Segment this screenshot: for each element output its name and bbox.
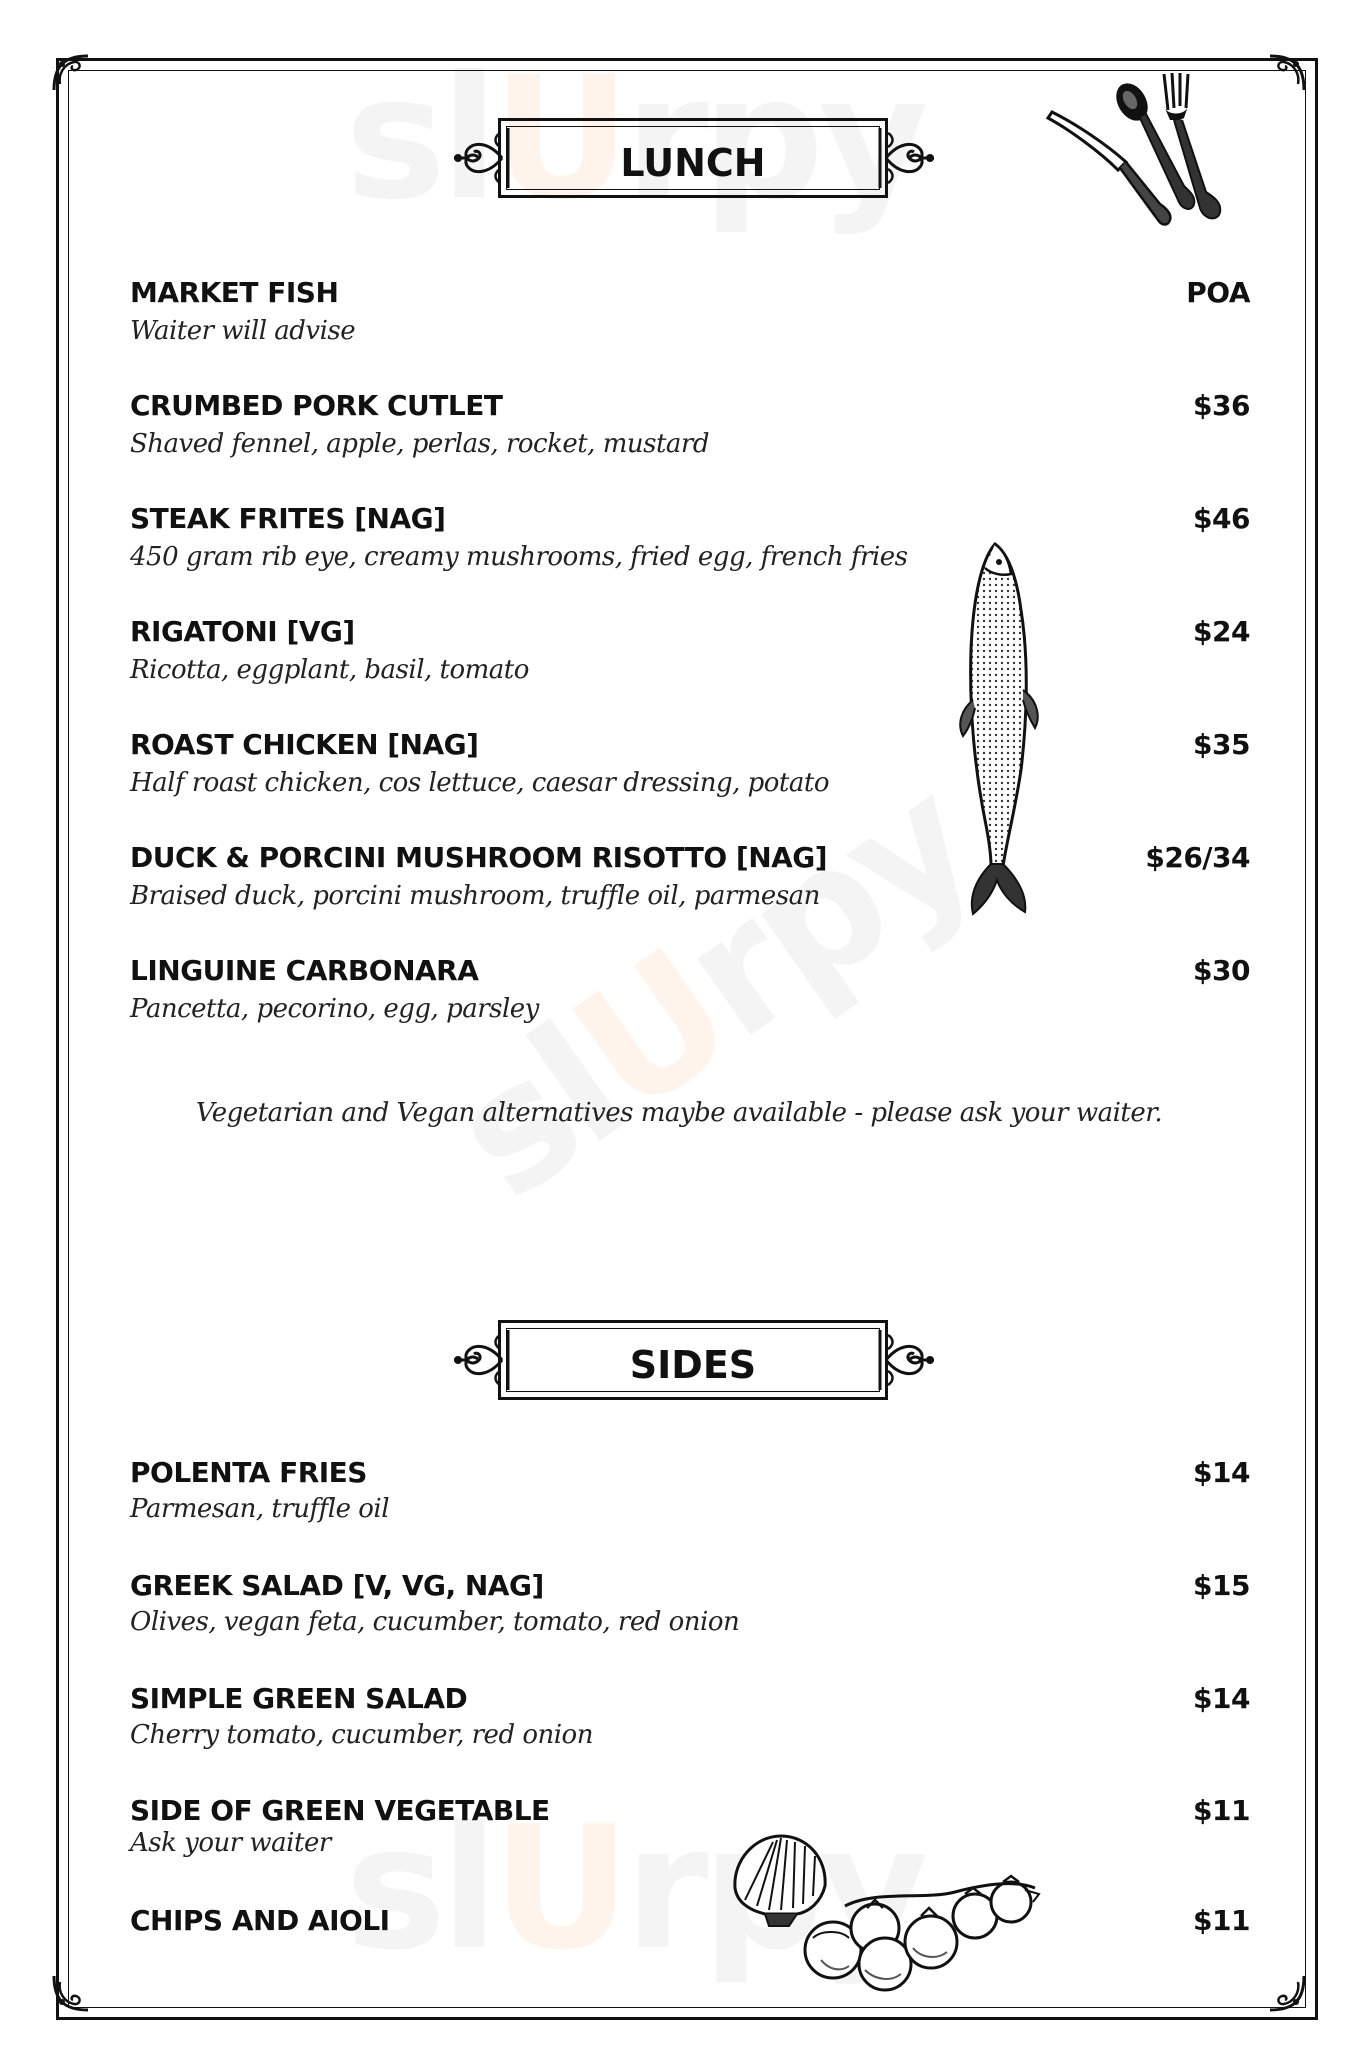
fish-illustration-icon	[945, 540, 1065, 920]
section-header-sides	[450, 1320, 938, 1400]
item-price: POA	[1186, 276, 1250, 309]
item-name: CHIPS AND AIOLI	[130, 1904, 390, 1937]
item-description: 450 gram rib eye, creamy mushrooms, fried egg, french fries	[130, 542, 908, 572]
page-border-inner	[68, 70, 1306, 2008]
item-description: Ask your waiter	[130, 1828, 331, 1858]
watermark: U	[540, 914, 763, 1153]
item-name: STEAK FRITES [NAG]	[130, 502, 446, 535]
item-name: POLENTA FRIES	[130, 1456, 367, 1489]
item-name: GREEK SALAD [V, VG, NAG]	[130, 1569, 544, 1602]
item-price: $30	[1193, 954, 1250, 987]
corner-ornament-icon	[50, 1972, 92, 2014]
item-name: DUCK & PORCINI MUSHROOM RISOTTO [NAG]	[130, 841, 828, 874]
item-description: Olives, vegan feta, cucumber, tomato, red onion	[130, 1607, 740, 1637]
item-description: Waiter will advise	[130, 316, 356, 346]
item-description: Ricotta, eggplant, basil, tomato	[130, 655, 529, 685]
item-price: $11	[1193, 1904, 1250, 1937]
watermark: U	[492, 1790, 625, 1988]
section-header-lunch	[450, 118, 938, 198]
shell-tomatoes-illustration-icon	[725, 1830, 1045, 1995]
corner-ornament-icon	[1266, 52, 1308, 94]
item-price: $26/34	[1145, 841, 1250, 874]
section-title-box	[498, 1320, 888, 1400]
watermark: U	[492, 40, 625, 238]
dietary-note: Vegetarian and Vegan alternatives maybe available - please ask your waiter.	[195, 1098, 1163, 1128]
item-description: Pancetta, pecorino, egg, parsley	[130, 994, 539, 1024]
item-price: $35	[1193, 728, 1250, 761]
item-description: Half roast chicken, cos lettuce, caesar dressing, potato	[130, 768, 829, 798]
scroll-ornament-icon	[878, 123, 938, 193]
item-name: LINGUINE CARBONARA	[130, 954, 479, 987]
item-price: $36	[1193, 389, 1250, 422]
item-description: Parmesan, truffle oil	[130, 1494, 390, 1524]
scroll-ornament-icon	[878, 1325, 938, 1395]
item-description: Cherry tomato, cucumber, red onion	[130, 1720, 593, 1750]
item-price: $15	[1193, 1569, 1250, 1602]
item-name: SIMPLE GREEN SALAD	[130, 1682, 468, 1715]
corner-ornament-icon	[1266, 1972, 1308, 2014]
item-price: $14	[1193, 1456, 1250, 1489]
item-price: $11	[1193, 1794, 1250, 1827]
item-price: $14	[1193, 1682, 1250, 1715]
corner-ornament-icon	[50, 52, 92, 94]
item-name: MARKET FISH	[130, 276, 339, 309]
section-title: SIDES	[629, 1343, 757, 1387]
cutlery-illustration-icon	[1040, 70, 1230, 255]
section-title-box	[498, 118, 888, 198]
item-name: RIGATONI [VG]	[130, 615, 355, 648]
item-price: $46	[1193, 502, 1250, 535]
section-title: LUNCH	[620, 141, 766, 185]
item-price: $24	[1193, 615, 1250, 648]
item-description: Braised duck, porcini mushroom, truffle oil, parmesan	[130, 881, 820, 911]
item-name: ROAST CHICKEN [NAG]	[130, 728, 479, 761]
item-name: CRUMBED PORK CUTLET	[130, 389, 503, 422]
item-description: Shaved fennel, apple, perlas, rocket, mustard	[130, 429, 709, 459]
item-name: SIDE OF GREEN VEGETABLE	[130, 1794, 550, 1827]
